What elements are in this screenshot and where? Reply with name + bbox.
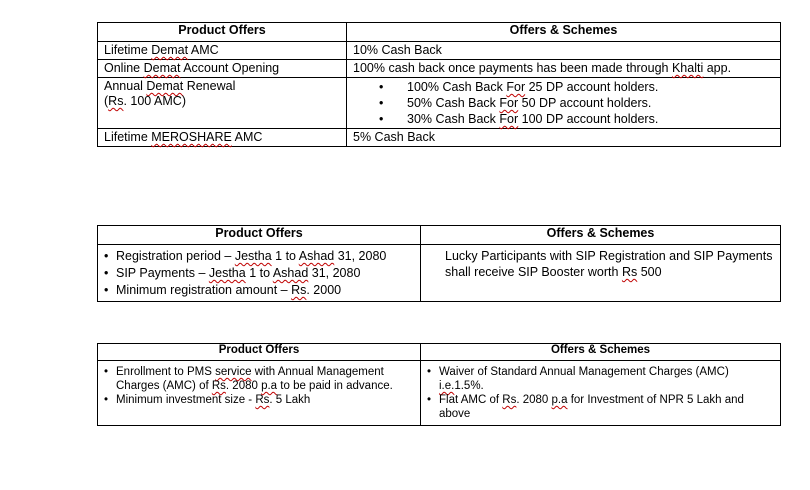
- product-cell: [98, 361, 421, 426]
- product-offers-header: Product Offers: [98, 23, 347, 42]
- list-item: • Registration period – Jestha 1 to Ashad 31, 2080: [104, 248, 414, 265]
- offer-cell: 100% cash back once payments has been made through Khalti app.: [347, 60, 781, 78]
- product-offers-header: Product Offers: [98, 226, 421, 245]
- list-item: • 100% Cash Back For 25 DP account holders.: [353, 79, 774, 95]
- product-cell: Online Demat Account Opening: [98, 60, 347, 78]
- list-item: • Minimum investment size - Rs. 5 Lakh: [104, 393, 414, 407]
- list-item: • Minimum registration amount – Rs. 2000: [104, 282, 414, 299]
- product-cell: Lifetime MEROSHARE AMC: [98, 129, 347, 147]
- offer-cell: [347, 78, 781, 129]
- product-cell: Lifetime Demat AMC: [98, 42, 347, 60]
- table-row: [98, 78, 781, 129]
- list-item: • Flat AMC of Rs. 2080 p.a for Investment of NPR 5 Lakh and above: [427, 393, 774, 421]
- table-row: [98, 245, 781, 302]
- offers-schemes-header: Offers & Schemes: [421, 226, 781, 245]
- list-item: • 50% Cash Back For 50 DP account holders.: [353, 95, 774, 111]
- product-offers-header: Product Offers: [98, 344, 421, 361]
- offer-cell: 5% Cash Back: [347, 129, 781, 147]
- offer-cell: [421, 361, 781, 426]
- list-item: • Waiver of Standard Annual Management Charges (AMC) i.e.1.5%.: [427, 365, 774, 393]
- offers-schemes-header: Offers & Schemes: [347, 23, 781, 42]
- pms-offers-table: [97, 343, 781, 426]
- table-row: [98, 129, 781, 147]
- demat-offers-table: [97, 22, 781, 147]
- offers-schemes-header: Offers & Schemes: [421, 344, 781, 361]
- table-row: [98, 60, 781, 78]
- table-row: [98, 361, 781, 426]
- offer-cell: Lucky Participants with SIP Registration and SIP Payments shall receive SIP Booster worth Rs 500: [421, 245, 781, 302]
- product-cell: [98, 245, 421, 302]
- sip-offers-table: [97, 225, 781, 302]
- offer-cell: 10% Cash Back: [347, 42, 781, 60]
- table-row: [98, 42, 781, 60]
- list-item: • SIP Payments – Jestha 1 to Ashad 31, 2080: [104, 265, 414, 282]
- list-item: • Enrollment to PMS service with Annual Management Charges (AMC) of Rs. 2080 p.a to be paid in advance.: [104, 365, 414, 393]
- product-cell: Annual Demat Renewal (Rs. 100 AMC): [98, 78, 347, 129]
- list-item: • 30% Cash Back For 100 DP account holders.: [353, 111, 774, 127]
